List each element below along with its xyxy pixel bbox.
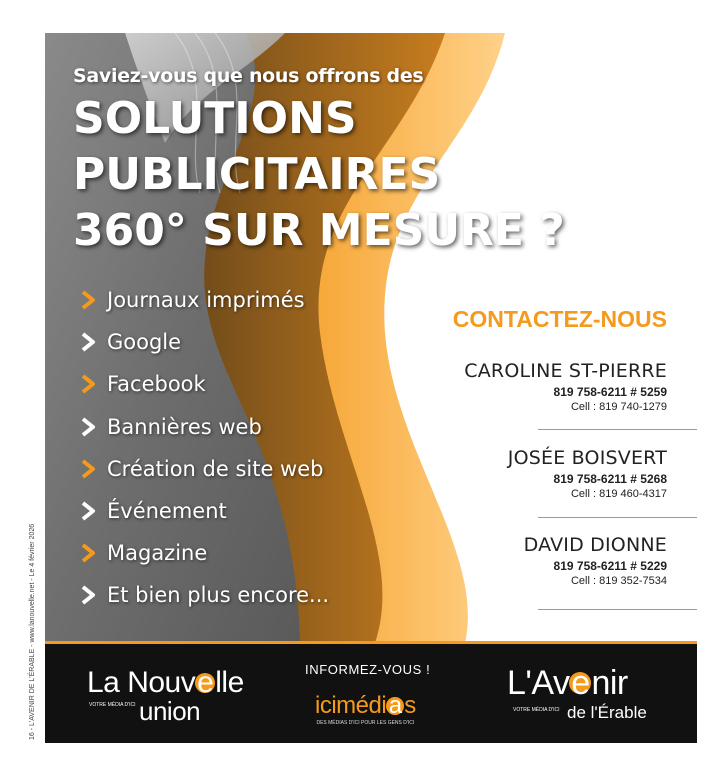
map-pin-icon: a xyxy=(386,697,404,715)
logo-tagline: VOTRE MÉDIA D'ICI xyxy=(89,702,136,708)
logo-wordmark: icimédi a s xyxy=(315,692,416,719)
chevron-right-icon xyxy=(79,417,97,437)
logo-subtitle: union xyxy=(139,696,201,726)
chevron-right-icon xyxy=(79,501,97,521)
services-list xyxy=(79,285,329,623)
service-item xyxy=(79,285,329,327)
contact-cell: Cell : 819 740-1279 xyxy=(570,401,667,413)
chevron-right-icon xyxy=(79,459,97,479)
service-label: Événement xyxy=(107,498,227,523)
contact-phone: 819 758-6211 # 5229 xyxy=(553,559,667,573)
contact-cell: Cell : 819 460-4317 xyxy=(570,488,667,500)
contact-phone: 819 758-6211 # 5268 xyxy=(553,472,667,486)
contact-cell: Cell : 819 352-7534 xyxy=(570,575,667,587)
headline-line-2: PUBLICITAIRES xyxy=(73,149,441,200)
service-label: Création de site web xyxy=(107,456,324,481)
contact-card xyxy=(367,447,667,500)
service-label: Journaux imprimés xyxy=(107,288,305,312)
chevron-right-icon xyxy=(79,374,97,394)
service-item xyxy=(79,496,329,538)
service-item xyxy=(79,538,329,580)
divider xyxy=(538,429,697,430)
service-label: Et bien plus encore... xyxy=(107,583,330,608)
logo-wordmark: La Nouvelle xyxy=(87,666,244,699)
headline-line-1: SOLUTIONS xyxy=(73,93,357,144)
logo-wordmark: L'Avenir xyxy=(507,664,628,702)
map-pin-icon: e xyxy=(571,664,590,702)
logo-avenir-erable xyxy=(507,664,647,727)
chevron-right-icon xyxy=(79,332,97,352)
chevron-right-icon xyxy=(79,543,97,563)
logo-subtitle: de l'Érable xyxy=(567,703,647,722)
divider xyxy=(538,517,697,518)
advertisement xyxy=(45,33,697,743)
informez-heading: INFORMEZ-VOUS ! xyxy=(305,662,431,677)
contact-card xyxy=(367,360,667,413)
headline-tagline: Saviez-vous que nous offrons des xyxy=(73,65,424,87)
service-label: Magazine xyxy=(107,541,208,566)
service-item xyxy=(79,369,329,411)
logo-tagline: DES MÉDIAS D'ICI POUR LES GENS D'ICI xyxy=(316,720,415,726)
service-label: Google xyxy=(107,330,182,355)
headline-line-3: 360° SUR MESURE ? xyxy=(73,205,565,256)
page-sidebar-caption: 16 - L'AVENIR DE L'ÉRABLE - www.lanouvelle.net - Le 4 février 2026 xyxy=(29,523,36,740)
contact-phone: 819 758-6211 # 5259 xyxy=(553,385,667,399)
divider xyxy=(538,609,697,610)
service-item xyxy=(79,454,329,496)
service-item xyxy=(79,412,329,454)
chevron-right-icon xyxy=(79,290,97,310)
contact-card xyxy=(367,534,667,587)
map-pin-icon: e xyxy=(197,666,214,699)
logo-icimedias xyxy=(315,692,416,726)
service-item xyxy=(79,580,329,622)
footer-banner xyxy=(45,641,697,743)
logo-la-nouvelle-union xyxy=(87,666,244,730)
contact-name: CAROLINE ST-PIERRE xyxy=(464,360,667,382)
logo-tagline: VOTRE MÉDIA D'ICI xyxy=(513,707,560,713)
service-label: Facebook xyxy=(107,372,206,397)
service-label: Bannières web xyxy=(107,414,262,439)
chevron-right-icon xyxy=(79,585,97,605)
service-item xyxy=(79,327,329,369)
contact-title: CONTACTEZ-NOUS xyxy=(452,306,667,332)
contact-name: DAVID DIONNE xyxy=(523,534,667,556)
contact-name: JOSÉE BOISVERT xyxy=(507,447,667,469)
